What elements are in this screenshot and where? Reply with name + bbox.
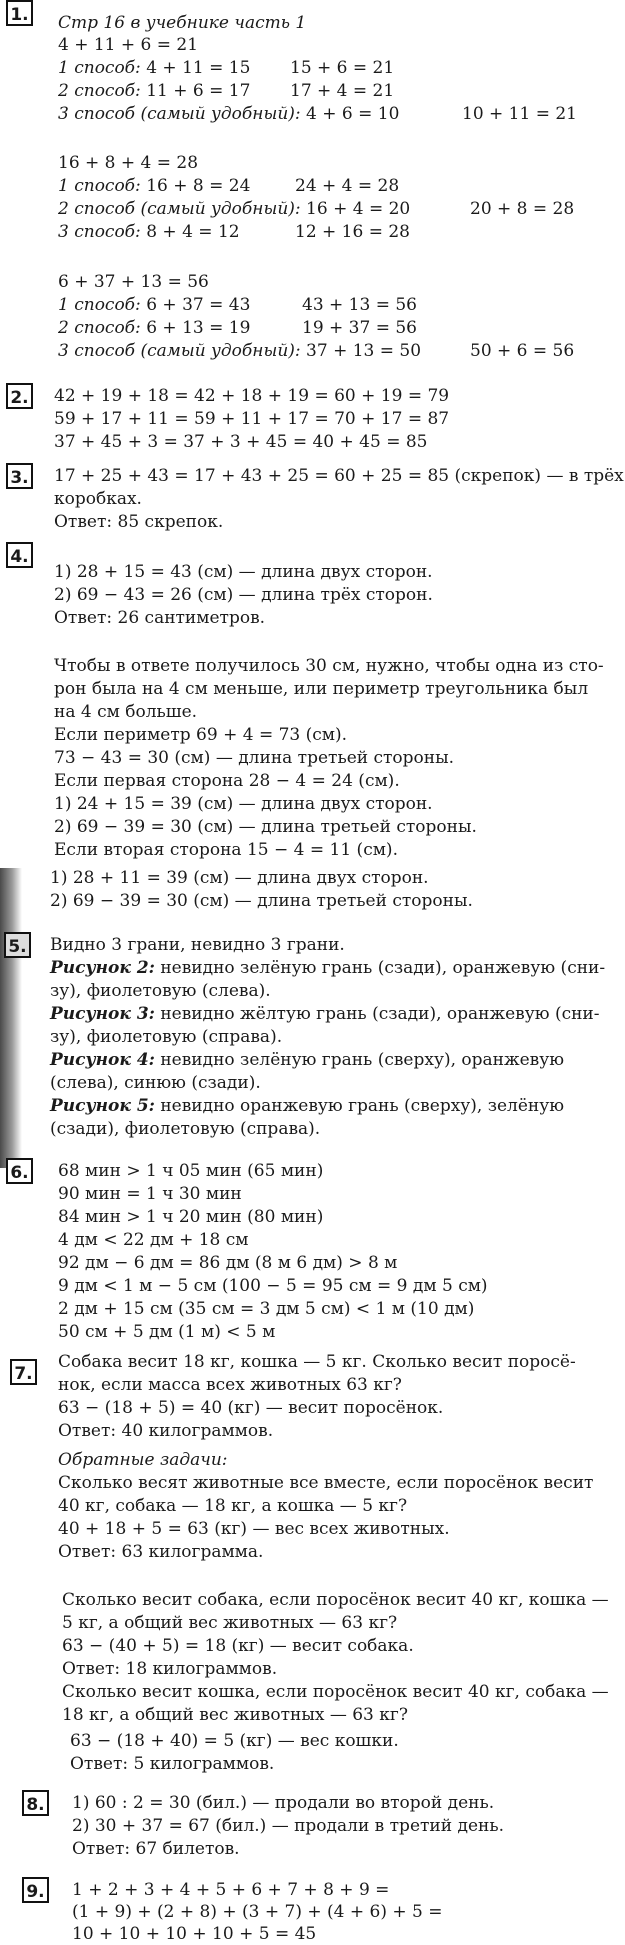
task-1-b-method-3-step-2: 12 + 16 = 28 <box>295 222 410 242</box>
task-number-9: 9. <box>22 1877 49 1903</box>
task-1-c-method-2: 2 способ: 6 + 13 = 19 <box>58 318 251 338</box>
task-number-5: 5. <box>4 932 31 958</box>
task-6-line-2: 90 мин = 1 ч 30 мин <box>58 1184 242 1204</box>
task-4-para-1: Чтобы в ответе получилось 30 см, нужно, чтобы одна из сто- <box>54 656 604 676</box>
task-7-answer-3: Ответ: 18 килограммов. <box>62 1659 278 1679</box>
task-number-3: 3. <box>6 463 33 489</box>
task-7-line-14: Сколько весит кошка, если поросёнок весит 40 кг, собака — <box>62 1682 609 1702</box>
task-4-para-5: 73 − 43 = 30 (см) — длина третьей стороны. <box>54 748 455 768</box>
task-6-line-6: 9 дм < 1 м − 5 см (100 − 5 = 95 см = 9 дм 5 см) <box>58 1276 488 1296</box>
task-1-a-method-2: 2 способ: 11 + 6 = 17 <box>58 81 251 101</box>
task-4-para-11: 2) 69 − 39 = 30 (см) — длина третьей стороны. <box>50 891 473 911</box>
task-number-2: 2. <box>6 383 33 409</box>
task-4-para-6: Если первая сторона 28 − 4 = 24 (см). <box>54 771 400 791</box>
task-3-line-1: 17 + 25 + 43 = 17 + 43 + 25 = 60 + 25 = 85 (скрепок) — в трёх <box>54 466 624 486</box>
task-number-8: 8. <box>22 1790 49 1816</box>
task-7-line-1: Собака весит 18 кг, кошка — 5 кг. Сколько весит поросё- <box>58 1352 576 1372</box>
task-4-para-8: 2) 69 − 39 = 30 (см) — длина третьей стороны. <box>54 817 477 837</box>
task-4-para-7: 1) 24 + 15 = 39 (см) — длина двух сторон. <box>54 794 433 814</box>
task-6-line-7: 2 дм + 15 см (35 см = 3 дм 5 см) < 1 м (10 дм) <box>58 1299 475 1319</box>
task-4-para-2: рон была на 4 см меньше, или периметр треугольника был <box>54 679 589 699</box>
task-5-line-5: зу), фиолетовую (справа). <box>50 1027 283 1047</box>
task-6-line-5: 92 дм − 6 дм = 86 дм (8 м 6 дм) > 8 м <box>58 1253 398 1273</box>
task-5-line-9: (сзади), фиолетовую (справа). <box>50 1119 321 1139</box>
task-number-6: 6. <box>6 1158 33 1184</box>
task-1-c-method-1: 1 способ: 6 + 37 = 43 <box>58 295 251 315</box>
task-7-answer-4: Ответ: 5 килограммов. <box>70 1754 275 1774</box>
task-5-line-3: зу), фиолетовую (слева). <box>50 981 271 1001</box>
task-9-line-1: 1 + 2 + 3 + 4 + 5 + 6 + 7 + 8 + 9 = <box>72 1880 390 1900</box>
task-1-expr-b: 16 + 8 + 4 = 28 <box>58 153 199 173</box>
task-number-7: 7. <box>10 1359 37 1385</box>
task-1-b-method-2: 2 способ (самый удобный): 16 + 4 = 20 <box>58 199 411 219</box>
task-7-line-6: Сколько весят животные все вместе, если поросёнок весит <box>58 1473 594 1493</box>
task-1-c-method-3-step-2: 50 + 6 = 56 <box>470 341 575 361</box>
task-7-line-2: нок, если масса всех животных 63 кг? <box>58 1375 402 1395</box>
task-6-line-1: 68 мин > 1 ч 05 мин (65 мин) <box>58 1161 324 1181</box>
task-8-line-1: 1) 60 : 2 = 30 (бил.) — продали во второй день. <box>72 1793 495 1813</box>
task-7-line-3: 63 − (18 + 5) = 40 (кг) — весит поросёнок. <box>58 1398 444 1418</box>
task-2-line-1: 42 + 19 + 18 = 42 + 18 + 19 = 60 + 19 = 79 <box>54 386 450 406</box>
task-number-1: 1. <box>6 0 33 26</box>
task-2-line-3: 37 + 45 + 3 = 37 + 3 + 45 = 40 + 45 = 85 <box>54 432 428 452</box>
task-1-a-method-1-step-2: 15 + 6 = 21 <box>290 58 395 78</box>
task-3-answer: Ответ: 85 скрепок. <box>54 512 224 532</box>
task-4-para-9: Если вторая сторона 15 − 4 = 11 (см). <box>54 840 398 860</box>
task-7-line-16: 63 − (18 + 40) = 5 (кг) — вес кошки. <box>70 1731 399 1751</box>
task-4-line-1: 1) 28 + 15 = 43 (см) — длина двух сторон. <box>54 562 433 582</box>
task-1-heading: Стр 16 в учебнике часть 1 <box>58 13 307 33</box>
task-5-line-8: Рисунок 5: невидно оранжевую грань (сверху), зелёную <box>50 1096 565 1116</box>
task-7-line-8: 40 + 18 + 5 = 63 (кг) — вес всех животных. <box>58 1519 450 1539</box>
task-5-line-1: Видно 3 грани, невидно 3 грани. <box>50 935 345 955</box>
task-9-line-3: 10 + 10 + 10 + 10 + 5 = 45 <box>72 1924 317 1944</box>
task-5-line-2: Рисунок 2: невидно зелёную грань (сзади), оранжевую (сни- <box>50 958 606 978</box>
task-7-line-11: 5 кг, а общий вес животных — 63 кг? <box>62 1613 398 1633</box>
task-1-a-method-2-step-2: 17 + 4 = 21 <box>290 81 395 101</box>
task-4-line-2: 2) 69 − 43 = 26 (см) — длина трёх сторон. <box>54 585 433 605</box>
task-6-line-4: 4 дм < 22 дм + 18 см <box>58 1230 249 1250</box>
task-5-line-4: Рисунок 3: невидно жёлтую грань (сзади), оранжевую (сни- <box>50 1004 600 1024</box>
task-8-line-2: 2) 30 + 37 = 67 (бил.) — продали в третий день. <box>72 1816 504 1836</box>
task-7-reverse-heading: Обратные задачи: <box>58 1450 228 1470</box>
task-1-c-method-1-step-2: 43 + 13 = 56 <box>302 295 417 315</box>
task-1-b-method-3: 3 способ: 8 + 4 = 12 <box>58 222 240 242</box>
task-4-answer: Ответ: 26 сантиметров. <box>54 608 266 628</box>
task-1-c-method-3: 3 способ (самый удобный): 37 + 13 = 50 <box>58 341 422 361</box>
task-1-b-method-2-step-2: 20 + 8 = 28 <box>470 199 575 219</box>
task-7-answer-2: Ответ: 63 килограмма. <box>58 1542 264 1562</box>
task-6-line-8: 50 см + 5 дм (1 м) < 5 м <box>58 1322 276 1342</box>
task-7-line-12: 63 − (40 + 5) = 18 (кг) — весит собака. <box>62 1636 414 1656</box>
scan-shadow <box>0 868 22 1168</box>
task-number-4: 4. <box>6 542 33 568</box>
task-9-line-2: (1 + 9) + (2 + 8) + (3 + 7) + (4 + 6) + 5 = <box>72 1902 443 1922</box>
task-6-line-3: 84 мин > 1 ч 20 мин (80 мин) <box>58 1207 324 1227</box>
task-4-para-4: Если периметр 69 + 4 = 73 (см). <box>54 725 348 745</box>
task-5-line-6: Рисунок 4: невидно зелёную грань (сверху), оранжевую <box>50 1050 565 1070</box>
task-1-c-method-2-step-2: 19 + 37 = 56 <box>302 318 417 338</box>
task-5-line-7: (слева), синюю (сзади). <box>50 1073 261 1093</box>
task-1-b-method-1-step-2: 24 + 4 = 28 <box>295 176 400 196</box>
task-4-para-3: на 4 см больше. <box>54 702 198 722</box>
task-7-line-7: 40 кг, собака — 18 кг, а кошка — 5 кг? <box>58 1496 408 1516</box>
task-7-answer-1: Ответ: 40 килограммов. <box>58 1421 274 1441</box>
task-3-line-2: коробках. <box>54 489 142 509</box>
task-7-line-15: 18 кг, а общий вес животных — 63 кг? <box>62 1705 408 1725</box>
task-7-line-10: Сколько весит собака, если поросёнок весит 40 кг, кошка — <box>62 1590 609 1610</box>
task-1-a-method-3-step-2: 10 + 11 = 21 <box>462 104 577 124</box>
task-1-a-method-1: 1 способ: 4 + 11 = 15 <box>58 58 251 78</box>
task-2-line-2: 59 + 17 + 11 = 59 + 11 + 17 = 70 + 17 = 87 <box>54 409 450 429</box>
task-4-para-10: 1) 28 + 11 = 39 (см) — длина двух сторон. <box>50 868 429 888</box>
task-1-a-method-3: 3 способ (самый удобный): 4 + 6 = 10 <box>58 104 400 124</box>
task-1-b-method-1: 1 способ: 16 + 8 = 24 <box>58 176 251 196</box>
task-1-expr-c: 6 + 37 + 13 = 56 <box>58 272 209 292</box>
task-8-answer: Ответ: 67 билетов. <box>72 1839 240 1859</box>
task-1-expr-a: 4 + 11 + 6 = 21 <box>58 35 199 55</box>
